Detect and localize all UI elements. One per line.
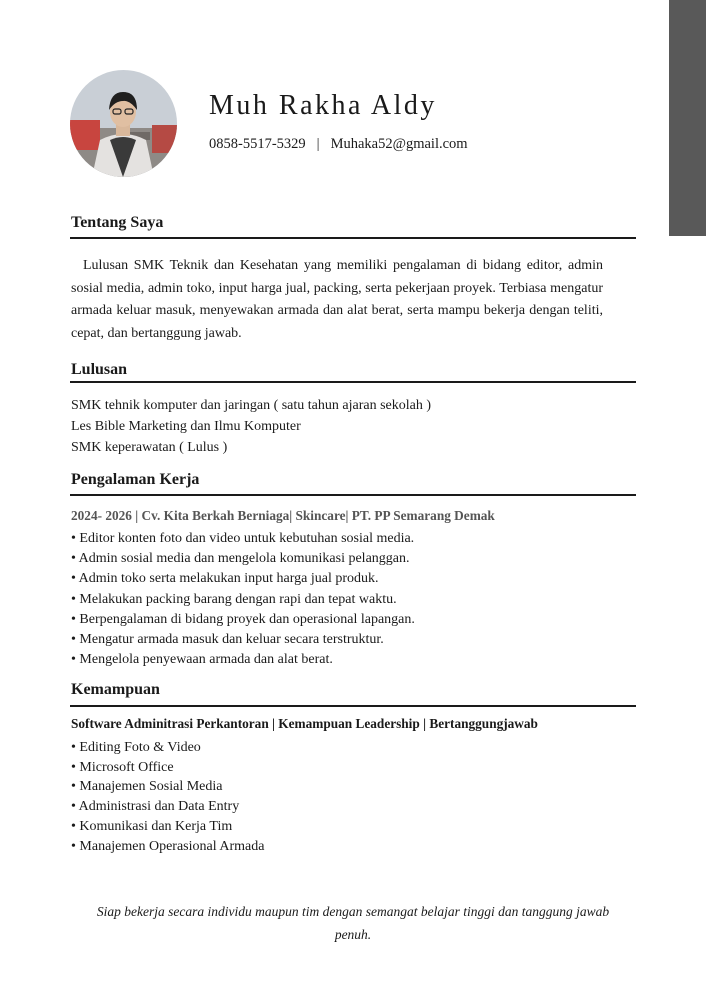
list-item: SMK keperawatan ( Lulus ): [71, 440, 228, 455]
full-name: Muh Rakha Aldy: [209, 90, 437, 121]
list-item: • Manajemen Sosial Media: [71, 779, 223, 795]
list-item: • Admin toko serta melakukan input harga jual produk.: [71, 571, 379, 587]
list-item: Les Bible Marketing dan Ilmu Komputer: [71, 419, 301, 434]
list-item: • Editing Foto & Video: [71, 740, 201, 755]
section-divider: [70, 705, 636, 707]
education-list: [71, 395, 431, 458]
list-item: • Administrasi dan Data Entry: [71, 799, 240, 815]
section-title-about: Tentang Saya: [71, 214, 164, 231]
experience-list: [71, 529, 415, 670]
email-address[interactable]: Muhaka52@gmail.com: [330, 136, 468, 152]
contact-line: [209, 136, 468, 153]
section-divider: [70, 381, 636, 383]
experience-subtitle: 2024- 2026 | Cv. Kita Berkah Berniaga| Skincare| PT. PP Semarang Demak: [71, 508, 495, 523]
list-item: • Microsoft Office: [71, 759, 174, 775]
section-divider: [70, 237, 636, 239]
section-title-experience: Pengalaman Kerja: [71, 471, 200, 488]
profile-photo: [70, 70, 177, 177]
list-item: • Editor konten foto dan video untuk kebutuhan sosial media.: [71, 531, 415, 546]
list-item: • Manajemen Operasional Armada: [71, 838, 265, 854]
list-item: • Mengatur armada masuk dan keluar secara terstruktur.: [71, 632, 384, 648]
contact-separator: |: [316, 136, 320, 152]
skills-list: [71, 738, 264, 856]
skills-subtitle: Software Adminitrasi Perkantoran | Kemampuan Leadership | Bertanggungjawab: [71, 716, 538, 731]
list-item: SMK tehnik komputer dan jaringan ( satu tahun ajaran sekolah ): [71, 398, 432, 413]
closing-statement: Siap bekerja secara individu maupun tim dengan semangat belajar tinggi dan tanggung jawab penuh.: [96, 904, 610, 942]
section-divider: [70, 494, 636, 496]
section-title-skills: Kemampuan: [71, 681, 160, 698]
list-item: • Komunikasi dan Kerja Tim: [71, 818, 233, 834]
section-title-education: Lulusan: [71, 361, 128, 378]
list-item: • Admin sosial media dan mengelola komunikasi pelanggan.: [71, 551, 410, 567]
list-item: • Berpengalaman di bidang proyek dan operasional lapangan.: [71, 611, 415, 627]
list-item: • Melakukan packing barang dengan rapi dan tepat waktu.: [71, 591, 397, 607]
side-color-bar: [669, 0, 706, 236]
phone-number: 0858-5517-5329: [209, 136, 306, 152]
about-text: Lulusan SMK Teknik dan Kesehatan yang memiliki pengalaman di bidang editor, admin sosial media, admin toko, input harga jual, packing, serta pekerjaan proyek. Terbiasa mengatur armada keluar masuk, menyewakan armada dan alat berat, serta mampu bekerja dengan teliti, cepat, dan bertanggung jawab.: [71, 258, 603, 341]
list-item: • Mengelola penyewaan armada dan alat berat.: [71, 652, 333, 668]
